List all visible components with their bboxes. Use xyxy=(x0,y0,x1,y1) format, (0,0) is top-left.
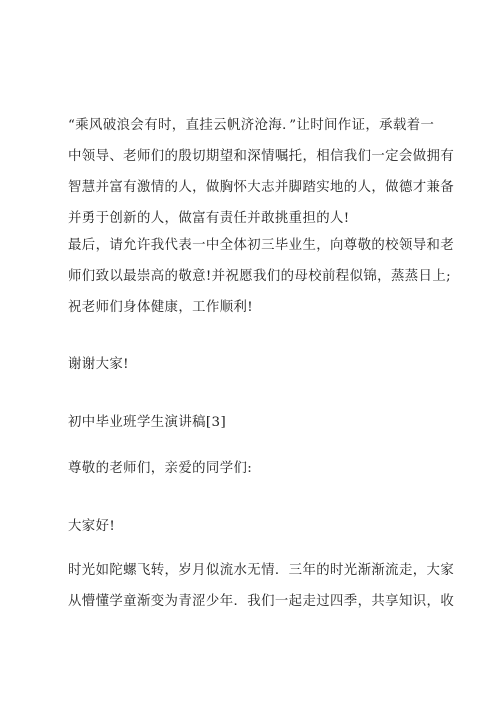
paragraph-opening xyxy=(68,555,455,617)
salutation xyxy=(68,453,438,484)
paragraph-thank-you xyxy=(68,349,438,380)
text-line: 中领导、老师们的殷切期望和深情嘱托，相信我们一定会做拥有 xyxy=(68,149,455,164)
greeting xyxy=(68,511,438,542)
text-line: 祝老师们身体健康，工作顺利! xyxy=(68,300,254,315)
paragraph-final-thanks xyxy=(68,230,455,323)
text-line: 尊敬的老师们，亲爱的同学们: xyxy=(68,461,253,476)
paragraph-closing-quote xyxy=(68,110,455,234)
text-line: 最后，请允许我代表一中全体初三毕业生，向尊敬的校领导和老 xyxy=(68,238,455,253)
text-line: 时光如陀螺飞转，岁月似流水无情．三年的时光渐渐流走，大家 xyxy=(68,563,455,578)
text-line: 并勇于创新的人，做富有责任并敢挑重担的人! xyxy=(68,211,350,226)
section-title xyxy=(68,407,438,438)
text-line: 从懵懂学童渐变为青涩少年．我们一起走过四季，共享知识，收 xyxy=(68,594,455,609)
text-line: 师们致以最崇高的敬意!并祝愿我们的母校前程似锦，蒸蒸日上; xyxy=(68,269,452,284)
text-line: 大家好! xyxy=(68,519,116,534)
text-line: 谢谢大家! xyxy=(68,357,129,372)
text-line: 智慧并富有激情的人，做胸怀大志并脚踏实地的人，做德才兼备 xyxy=(68,180,455,195)
text-line: “乘风破浪会有时，直挂云帆济沧海．”让时间作证，承载着一 xyxy=(68,118,435,133)
text-line: 初中毕业班学生演讲稿[3] xyxy=(68,415,227,430)
